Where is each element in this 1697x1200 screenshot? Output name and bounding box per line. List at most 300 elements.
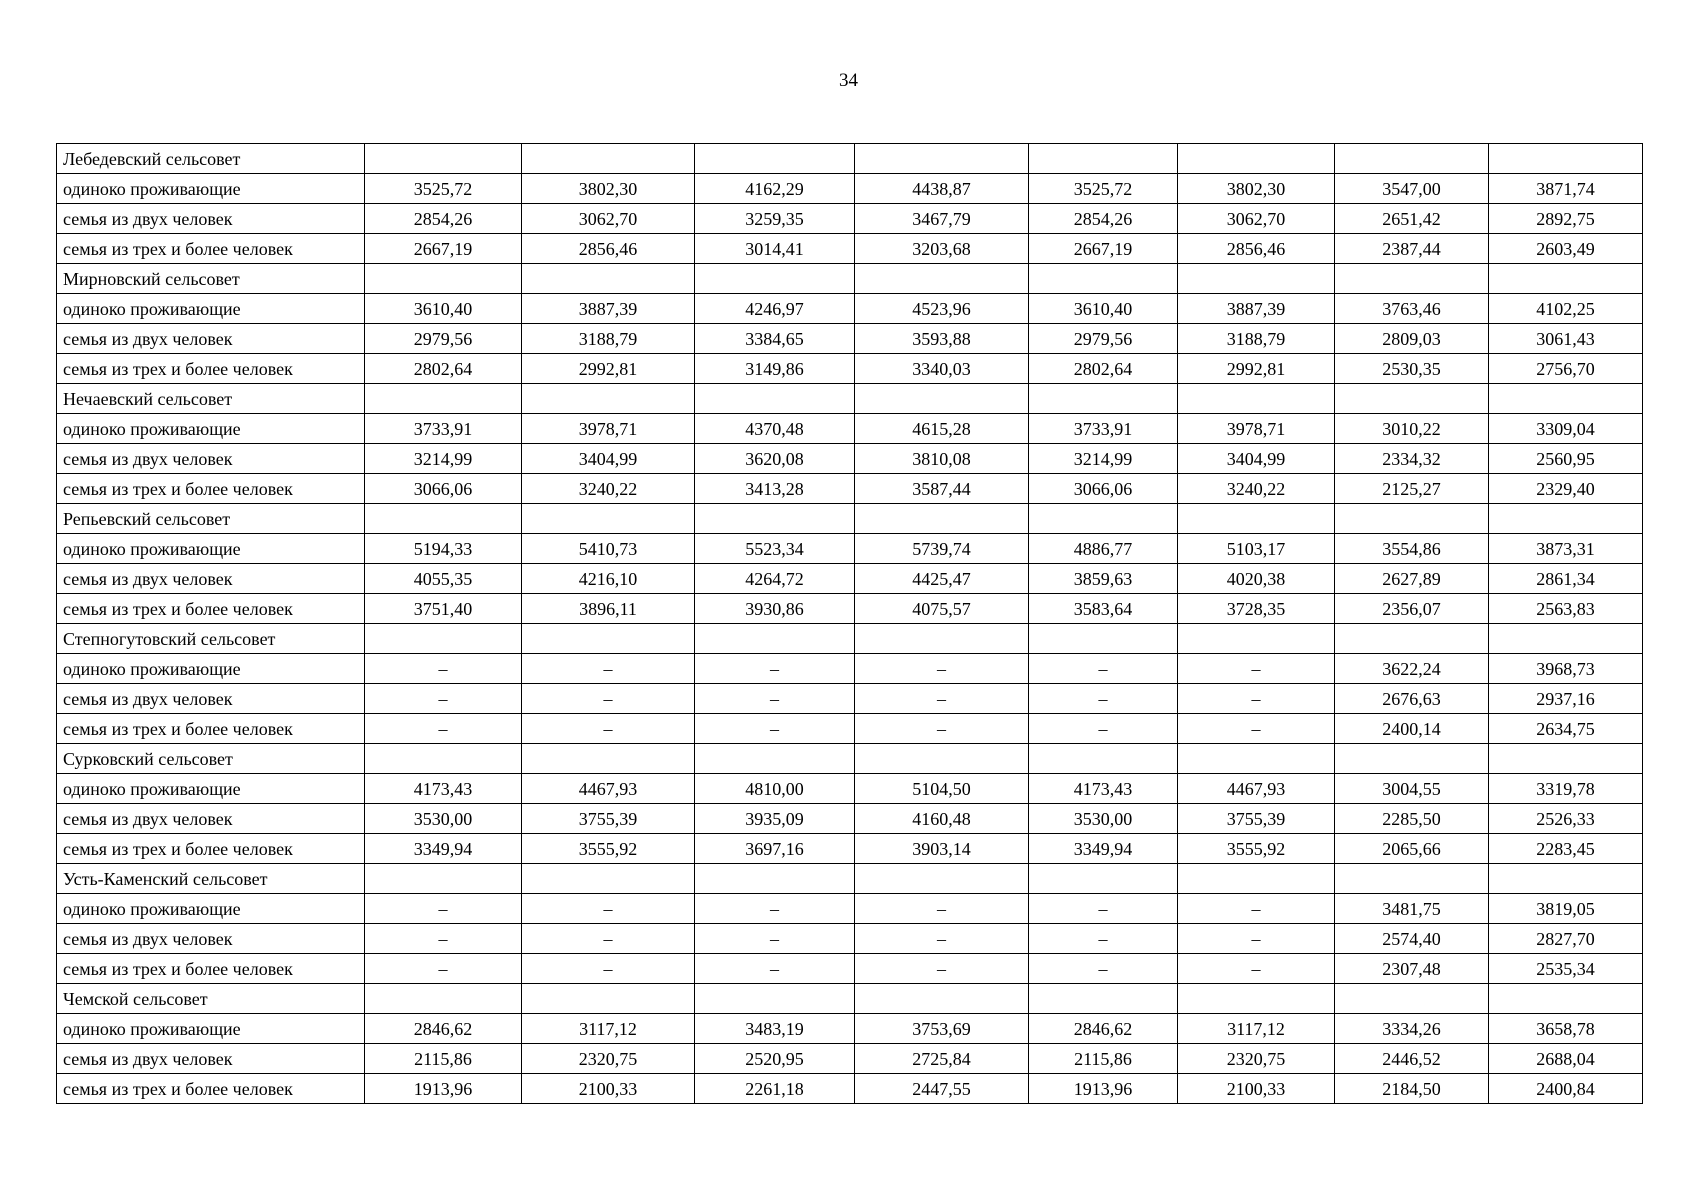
value-cell: – (1029, 684, 1178, 714)
row-label: одиноко проживающие (57, 414, 365, 444)
value-cell (522, 144, 695, 174)
value-cell: 2802,64 (365, 354, 522, 384)
section-header-row (57, 144, 1643, 174)
value-cell (855, 264, 1029, 294)
table-row (57, 954, 1643, 984)
value-cell: 2603,49 (1489, 234, 1643, 264)
value-cell: – (855, 714, 1029, 744)
value-cell: 2329,40 (1489, 474, 1643, 504)
table-row (57, 204, 1643, 234)
value-cell: 2100,33 (522, 1074, 695, 1104)
value-cell (1178, 264, 1335, 294)
value-cell: 3859,63 (1029, 564, 1178, 594)
table-row (57, 1074, 1643, 1104)
value-cell: 2285,50 (1335, 804, 1489, 834)
table-row (57, 714, 1643, 744)
value-cell: 3555,92 (1178, 834, 1335, 864)
value-cell: 5194,33 (365, 534, 522, 564)
value-cell: 3593,88 (855, 324, 1029, 354)
value-cell: – (695, 714, 855, 744)
value-cell: 4370,48 (695, 414, 855, 444)
value-cell: 3887,39 (1178, 294, 1335, 324)
value-cell: 3066,06 (1029, 474, 1178, 504)
value-cell (1489, 984, 1643, 1014)
value-cell (855, 144, 1029, 174)
row-label: одиноко проживающие (57, 894, 365, 924)
value-cell: 4216,10 (522, 564, 695, 594)
value-cell: 2992,81 (522, 354, 695, 384)
value-cell: 3751,40 (365, 594, 522, 624)
value-cell (365, 624, 522, 654)
value-cell: – (365, 714, 522, 744)
value-cell (522, 984, 695, 1014)
value-cell: 3214,99 (1029, 444, 1178, 474)
value-cell: 2065,66 (1335, 834, 1489, 864)
value-cell: 2937,16 (1489, 684, 1643, 714)
value-cell: 4886,77 (1029, 534, 1178, 564)
value-cell: – (855, 654, 1029, 684)
value-cell: 3340,03 (855, 354, 1029, 384)
value-cell (1178, 744, 1335, 774)
value-cell (695, 384, 855, 414)
value-cell: 3610,40 (365, 294, 522, 324)
table-row (57, 354, 1643, 384)
value-cell: 3802,30 (522, 174, 695, 204)
value-cell (1335, 264, 1489, 294)
row-label: семья из трех и более человек (57, 954, 365, 984)
value-cell: 3871,74 (1489, 174, 1643, 204)
value-cell: – (1029, 654, 1178, 684)
value-cell (1178, 624, 1335, 654)
value-cell: 3309,04 (1489, 414, 1643, 444)
value-cell: – (855, 924, 1029, 954)
value-cell: 2100,33 (1178, 1074, 1335, 1104)
value-cell: – (365, 684, 522, 714)
value-cell: 5104,50 (855, 774, 1029, 804)
value-cell: 3259,35 (695, 204, 855, 234)
value-cell: 4425,47 (855, 564, 1029, 594)
section-header-row (57, 744, 1643, 774)
value-cell: 3903,14 (855, 834, 1029, 864)
value-cell (1489, 864, 1643, 894)
value-cell (695, 744, 855, 774)
row-label: семья из двух человек (57, 684, 365, 714)
row-label: семья из двух человек (57, 324, 365, 354)
value-cell (1029, 864, 1178, 894)
row-label: одиноко проживающие (57, 294, 365, 324)
value-cell: 3004,55 (1335, 774, 1489, 804)
value-cell: – (1029, 894, 1178, 924)
value-cell: 4102,25 (1489, 294, 1643, 324)
value-cell: 4173,43 (1029, 774, 1178, 804)
value-cell: 3697,16 (695, 834, 855, 864)
value-cell (1335, 864, 1489, 894)
value-cell: 4055,35 (365, 564, 522, 594)
value-cell: 3404,99 (1178, 444, 1335, 474)
value-cell (1489, 504, 1643, 534)
value-cell: – (695, 894, 855, 924)
value-cell: 3530,00 (1029, 804, 1178, 834)
value-cell (695, 864, 855, 894)
value-cell: – (1178, 954, 1335, 984)
value-cell: 3930,86 (695, 594, 855, 624)
value-cell: 4615,28 (855, 414, 1029, 444)
value-cell: – (695, 684, 855, 714)
value-cell: 3968,73 (1489, 654, 1643, 684)
row-label: семья из трех и более человек (57, 354, 365, 384)
value-cell: 3384,65 (695, 324, 855, 354)
table-row (57, 294, 1643, 324)
value-cell: 3149,86 (695, 354, 855, 384)
value-cell: 2979,56 (1029, 324, 1178, 354)
value-cell (1178, 144, 1335, 174)
value-cell: 3733,91 (365, 414, 522, 444)
value-cell: 3530,00 (365, 804, 522, 834)
value-cell: 4162,29 (695, 174, 855, 204)
value-cell: 2184,50 (1335, 1074, 1489, 1104)
value-cell: 2320,75 (522, 1044, 695, 1074)
value-cell (695, 264, 855, 294)
value-cell: 3349,94 (365, 834, 522, 864)
table-row (57, 594, 1643, 624)
value-cell: 2115,86 (1029, 1044, 1178, 1074)
row-label: семья из двух человек (57, 804, 365, 834)
value-cell (695, 624, 855, 654)
value-cell (1335, 504, 1489, 534)
value-cell: 2651,42 (1335, 204, 1489, 234)
value-cell: 3755,39 (522, 804, 695, 834)
value-cell (1029, 744, 1178, 774)
table-row (57, 1014, 1643, 1044)
value-cell (522, 624, 695, 654)
value-cell: 2520,95 (695, 1044, 855, 1074)
value-cell: 4246,97 (695, 294, 855, 324)
table-row (57, 774, 1643, 804)
section-name: Усть-Каменский сельсовет (57, 864, 365, 894)
value-cell: 3188,79 (1178, 324, 1335, 354)
section-header-row (57, 624, 1643, 654)
value-cell: 2676,63 (1335, 684, 1489, 714)
value-cell: 3319,78 (1489, 774, 1643, 804)
row-label: семья из двух человек (57, 1044, 365, 1074)
value-cell: 3587,44 (855, 474, 1029, 504)
value-cell: – (522, 684, 695, 714)
section-header-row (57, 504, 1643, 534)
value-cell: – (695, 654, 855, 684)
value-cell: 2688,04 (1489, 1044, 1643, 1074)
value-cell: 3622,24 (1335, 654, 1489, 684)
value-cell: 3887,39 (522, 294, 695, 324)
value-cell: 5739,74 (855, 534, 1029, 564)
value-cell: 3117,12 (522, 1014, 695, 1044)
row-label: семья из трех и более человек (57, 594, 365, 624)
value-cell: 3117,12 (1178, 1014, 1335, 1044)
row-label: семья из трех и более человек (57, 474, 365, 504)
section-header-row (57, 864, 1643, 894)
value-cell (522, 384, 695, 414)
value-cell: 2861,34 (1489, 564, 1643, 594)
row-label: одиноко проживающие (57, 654, 365, 684)
table-row (57, 324, 1643, 354)
value-cell: 3014,41 (695, 234, 855, 264)
value-cell: 2992,81 (1178, 354, 1335, 384)
table-row (57, 654, 1643, 684)
value-cell (365, 384, 522, 414)
value-cell: 3349,94 (1029, 834, 1178, 864)
value-cell: 3547,00 (1335, 174, 1489, 204)
value-cell: 3062,70 (1178, 204, 1335, 234)
value-cell (1029, 504, 1178, 534)
value-cell: 4020,38 (1178, 564, 1335, 594)
value-cell (1029, 264, 1178, 294)
value-cell: 2667,19 (1029, 234, 1178, 264)
value-cell (522, 864, 695, 894)
value-cell: 2334,32 (1335, 444, 1489, 474)
value-cell: 2307,48 (1335, 954, 1489, 984)
value-cell: – (1178, 924, 1335, 954)
value-cell (855, 744, 1029, 774)
value-cell: 3755,39 (1178, 804, 1335, 834)
value-cell (522, 744, 695, 774)
row-label: одиноко проживающие (57, 534, 365, 564)
value-cell: 3061,43 (1489, 324, 1643, 354)
value-cell: 2854,26 (365, 204, 522, 234)
row-label: семья из двух человек (57, 444, 365, 474)
row-label: семья из трех и более человек (57, 834, 365, 864)
value-cell: 2446,52 (1335, 1044, 1489, 1074)
value-cell: 3763,46 (1335, 294, 1489, 324)
value-cell: 3873,31 (1489, 534, 1643, 564)
value-cell: 2809,03 (1335, 324, 1489, 354)
value-cell (1335, 744, 1489, 774)
value-cell: 2627,89 (1335, 564, 1489, 594)
value-cell: 3525,72 (365, 174, 522, 204)
value-cell: 2892,75 (1489, 204, 1643, 234)
value-cell: 4264,72 (695, 564, 855, 594)
table-row (57, 174, 1643, 204)
value-cell (855, 984, 1029, 1014)
value-cell: 3610,40 (1029, 294, 1178, 324)
value-cell (1029, 384, 1178, 414)
value-cell: 3810,08 (855, 444, 1029, 474)
value-cell: 3802,30 (1178, 174, 1335, 204)
value-cell (1029, 144, 1178, 174)
value-cell: 2802,64 (1029, 354, 1178, 384)
value-cell: – (522, 924, 695, 954)
section-name: Чемской сельсовет (57, 984, 365, 1014)
value-cell: – (1029, 954, 1178, 984)
section-header-row (57, 984, 1643, 1014)
value-cell: 2854,26 (1029, 204, 1178, 234)
value-cell (1029, 624, 1178, 654)
value-cell: 2574,40 (1335, 924, 1489, 954)
value-cell: 1913,96 (1029, 1074, 1178, 1104)
value-cell: 4467,93 (522, 774, 695, 804)
value-cell (1178, 984, 1335, 1014)
tariff-table (56, 143, 1643, 1104)
value-cell: 2283,45 (1489, 834, 1643, 864)
value-cell: 3658,78 (1489, 1014, 1643, 1044)
value-cell: 3214,99 (365, 444, 522, 474)
value-cell: 3555,92 (522, 834, 695, 864)
value-cell (365, 504, 522, 534)
value-cell (1029, 984, 1178, 1014)
row-label: одиноко проживающие (57, 174, 365, 204)
value-cell: 3467,79 (855, 204, 1029, 234)
row-label: семья из трех и более человек (57, 234, 365, 264)
value-cell (1335, 984, 1489, 1014)
value-cell (1178, 384, 1335, 414)
table-row (57, 414, 1643, 444)
value-cell: – (365, 924, 522, 954)
value-cell: 2320,75 (1178, 1044, 1335, 1074)
table-row (57, 474, 1643, 504)
value-cell: 4438,87 (855, 174, 1029, 204)
value-cell: 3334,26 (1335, 1014, 1489, 1044)
table-row (57, 564, 1643, 594)
value-cell (855, 624, 1029, 654)
value-cell (365, 984, 522, 1014)
value-cell: 3483,19 (695, 1014, 855, 1044)
value-cell: 4523,96 (855, 294, 1029, 324)
value-cell: 3404,99 (522, 444, 695, 474)
value-cell: – (522, 714, 695, 744)
value-cell (1178, 504, 1335, 534)
value-cell (695, 504, 855, 534)
value-cell (1335, 624, 1489, 654)
value-cell: 2526,33 (1489, 804, 1643, 834)
row-label: семья из трех и более человек (57, 714, 365, 744)
value-cell: 2115,86 (365, 1044, 522, 1074)
value-cell: 3240,22 (522, 474, 695, 504)
value-cell (855, 384, 1029, 414)
value-cell: 2827,70 (1489, 924, 1643, 954)
value-cell (1489, 264, 1643, 294)
table-row (57, 804, 1643, 834)
value-cell: – (695, 924, 855, 954)
section-name: Мирновский сельсовет (57, 264, 365, 294)
value-cell (522, 504, 695, 534)
value-cell: 2979,56 (365, 324, 522, 354)
value-cell: 2560,95 (1489, 444, 1643, 474)
value-cell (1335, 144, 1489, 174)
value-cell: 3066,06 (365, 474, 522, 504)
value-cell: 3896,11 (522, 594, 695, 624)
value-cell: – (1029, 924, 1178, 954)
value-cell: 3819,05 (1489, 894, 1643, 924)
section-name: Сурковский сельсовет (57, 744, 365, 774)
value-cell: 2125,27 (1335, 474, 1489, 504)
value-cell: – (522, 654, 695, 684)
value-cell: – (522, 954, 695, 984)
value-cell: 2535,34 (1489, 954, 1643, 984)
value-cell: 3583,64 (1029, 594, 1178, 624)
section-header-row (57, 384, 1643, 414)
row-label: семья из двух человек (57, 204, 365, 234)
value-cell (365, 864, 522, 894)
value-cell: 4160,48 (855, 804, 1029, 834)
row-label: одиноко проживающие (57, 774, 365, 804)
value-cell: 3203,68 (855, 234, 1029, 264)
value-cell: 3753,69 (855, 1014, 1029, 1044)
value-cell (365, 744, 522, 774)
value-cell: 4810,00 (695, 774, 855, 804)
section-name: Степногутовский сельсовет (57, 624, 365, 654)
value-cell: 3620,08 (695, 444, 855, 474)
value-cell: 2725,84 (855, 1044, 1029, 1074)
value-cell: 3240,22 (1178, 474, 1335, 504)
value-cell: 3935,09 (695, 804, 855, 834)
table-row (57, 534, 1643, 564)
value-cell: 5103,17 (1178, 534, 1335, 564)
value-cell: 2530,35 (1335, 354, 1489, 384)
table-row (57, 924, 1643, 954)
value-cell: 3413,28 (695, 474, 855, 504)
value-cell (1489, 744, 1643, 774)
value-cell: 2261,18 (695, 1074, 855, 1104)
section-name: Репьевский сельсовет (57, 504, 365, 534)
value-cell: 2400,84 (1489, 1074, 1643, 1104)
value-cell: – (365, 954, 522, 984)
value-cell: 4173,43 (365, 774, 522, 804)
value-cell (1335, 384, 1489, 414)
value-cell: – (695, 954, 855, 984)
value-cell: – (365, 654, 522, 684)
value-cell: 3188,79 (522, 324, 695, 354)
value-cell: 2846,62 (1029, 1014, 1178, 1044)
value-cell: 3978,71 (1178, 414, 1335, 444)
value-cell (365, 264, 522, 294)
value-cell: 2563,83 (1489, 594, 1643, 624)
value-cell: – (1178, 894, 1335, 924)
value-cell: – (1029, 714, 1178, 744)
value-cell (1489, 624, 1643, 654)
value-cell: 4075,57 (855, 594, 1029, 624)
value-cell: 2356,07 (1335, 594, 1489, 624)
table-body (57, 144, 1643, 1104)
value-cell: 2756,70 (1489, 354, 1643, 384)
value-cell: – (1178, 714, 1335, 744)
row-label: одиноко проживающие (57, 1014, 365, 1044)
value-cell: – (1178, 654, 1335, 684)
value-cell: 3733,91 (1029, 414, 1178, 444)
row-label: семья из двух человек (57, 564, 365, 594)
value-cell: – (855, 684, 1029, 714)
table-row (57, 234, 1643, 264)
value-cell: 5523,34 (695, 534, 855, 564)
value-cell (1489, 144, 1643, 174)
value-cell: 4467,93 (1178, 774, 1335, 804)
value-cell: – (1178, 684, 1335, 714)
value-cell (695, 144, 855, 174)
value-cell: 3481,75 (1335, 894, 1489, 924)
table-row (57, 1044, 1643, 1074)
value-cell: 2846,62 (365, 1014, 522, 1044)
value-cell: 3525,72 (1029, 174, 1178, 204)
value-cell: 3728,35 (1178, 594, 1335, 624)
table-row (57, 684, 1643, 714)
value-cell: 3978,71 (522, 414, 695, 444)
table-row (57, 894, 1643, 924)
value-cell: 1913,96 (365, 1074, 522, 1104)
value-cell: – (365, 894, 522, 924)
value-cell: 3062,70 (522, 204, 695, 234)
value-cell (365, 144, 522, 174)
value-cell (1489, 384, 1643, 414)
value-cell (1178, 864, 1335, 894)
value-cell: – (522, 894, 695, 924)
section-name: Лебедевский сельсовет (57, 144, 365, 174)
